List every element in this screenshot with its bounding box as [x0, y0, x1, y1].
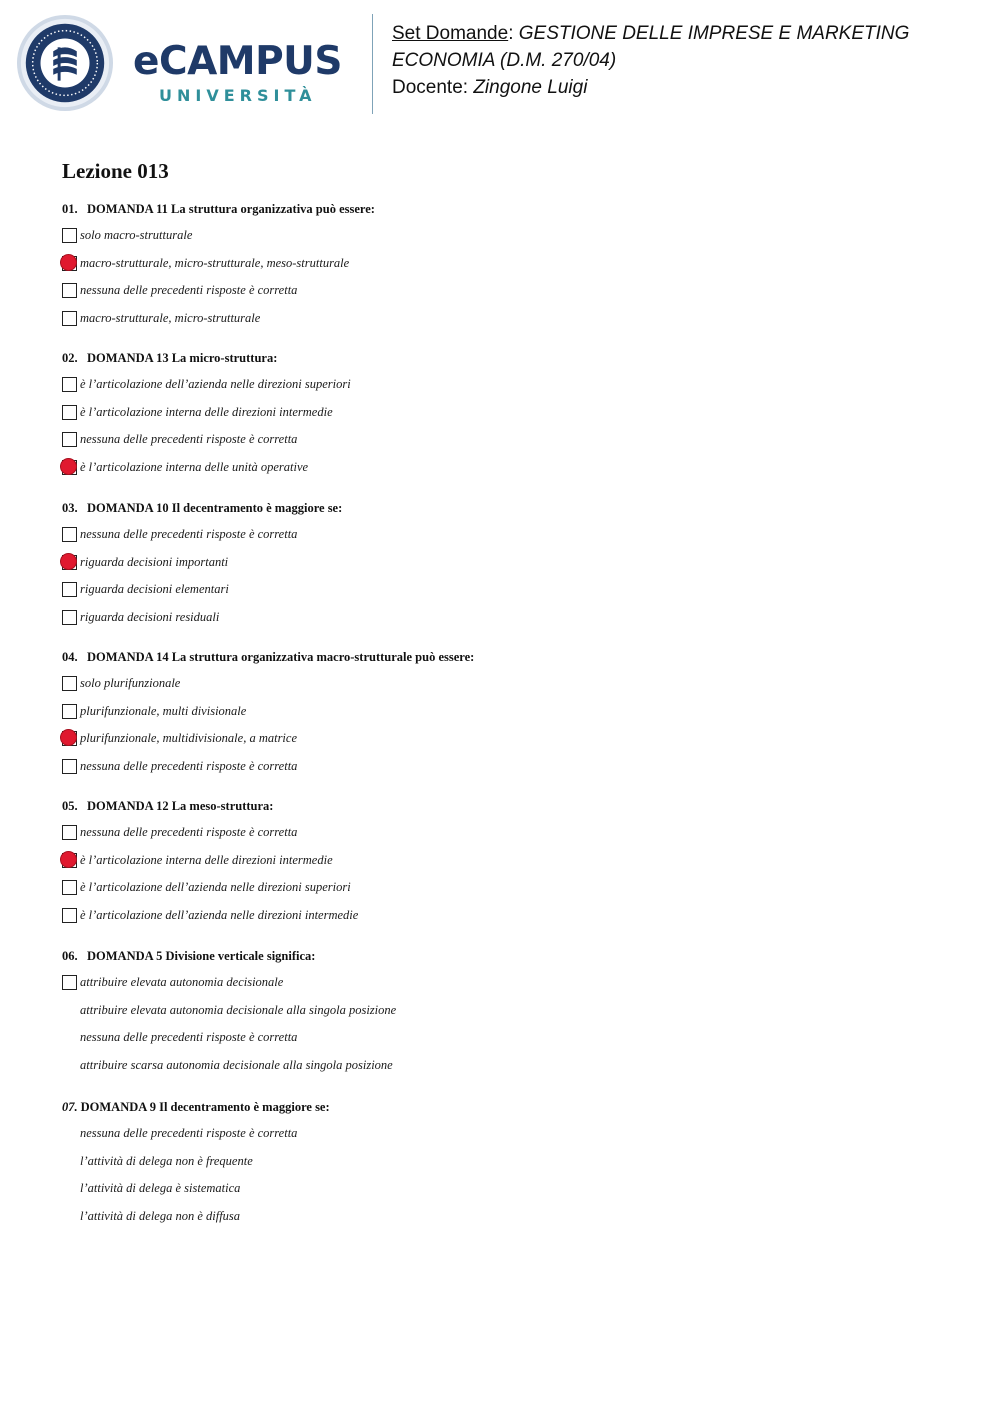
answer-option[interactable] — [62, 460, 962, 488]
answer-option[interactable] — [62, 1030, 962, 1058]
option-text: riguarda decisioni importanti — [80, 554, 229, 569]
answer-option[interactable] — [62, 676, 962, 704]
set-title: GESTIONE DELLE IMPRESE E MARKETING ECONOMIA (D.M. 270/04) — [392, 23, 910, 71]
question-number: 01. — [62, 202, 78, 216]
question-text: DOMANDA 12 La meso-struttura: — [87, 799, 274, 813]
answer-option[interactable] — [62, 853, 962, 881]
checkbox[interactable] — [62, 228, 77, 243]
option-text: attribuire elevata autonomia decisionale — [80, 975, 284, 989]
answer-option[interactable] — [62, 825, 962, 853]
option-text: attribuire scarsa autonomia decisionale alla singola posizione — [80, 1057, 393, 1072]
lesson-title: Lezione 013 — [62, 159, 169, 183]
answer-option[interactable] — [62, 1209, 962, 1237]
option-text: nessuna delle precedenti risposte è corretta — [80, 283, 298, 297]
answer-option[interactable] — [62, 759, 962, 787]
question-text: DOMANDA 11 La struttura organizzativa può essere: — [87, 202, 375, 216]
checkbox[interactable] — [62, 527, 77, 542]
question-number: 02. — [62, 351, 78, 365]
answer-option[interactable] — [62, 527, 962, 555]
question-number: 07. — [62, 1100, 78, 1114]
option-text: macro-strutturale, micro-strutturale — [80, 310, 261, 325]
page-header — [0, 0, 1000, 130]
question-number: 06. — [62, 949, 78, 963]
answer-option[interactable] — [62, 377, 962, 405]
answer-option[interactable] — [62, 1181, 962, 1209]
checkbox[interactable] — [62, 311, 77, 326]
option-text: macro-strutturale, micro-strutturale, meso-strutturale — [80, 255, 350, 270]
option-text: l’attività di delega non è diffusa — [80, 1208, 241, 1223]
question-title — [62, 499, 962, 517]
question-block — [62, 499, 962, 637]
answer-option[interactable] — [62, 1003, 962, 1031]
option-text: riguarda decisioni residuali — [80, 609, 220, 624]
question-block — [62, 200, 962, 338]
question-title — [62, 200, 962, 218]
checkbox[interactable] — [62, 283, 77, 298]
selected-answer-marker — [60, 553, 77, 570]
answer-option[interactable] — [62, 432, 962, 460]
answer-option[interactable] — [62, 908, 962, 936]
checkbox[interactable] — [62, 704, 77, 719]
question-title — [62, 947, 962, 965]
answer-option[interactable] — [62, 1154, 962, 1182]
teacher-name: Zingone Luigi — [473, 77, 588, 98]
answer-option[interactable] — [62, 256, 962, 284]
answer-option[interactable] — [62, 610, 962, 638]
question-text: DOMANDA 5 Divisione verticale significa: — [87, 949, 316, 963]
checkbox[interactable] — [62, 975, 77, 990]
logo-text: eCAMPUS — [133, 39, 342, 84]
selected-answer-marker — [60, 729, 77, 746]
option-text: è l’articolazione dell’azienda nelle direzioni superiori — [80, 880, 351, 894]
question-number: 03. — [62, 501, 78, 515]
question-text: DOMANDA 9 Il decentramento è maggiore se: — [80, 1100, 330, 1114]
option-text: nessuna delle precedenti risposte è corretta — [80, 432, 298, 446]
answer-option[interactable] — [62, 555, 962, 583]
selected-answer-marker — [60, 851, 77, 868]
option-text: solo plurifunzionale — [80, 676, 181, 690]
answer-option[interactable] — [62, 582, 962, 610]
option-text: attribuire elevata autonomia decisionale alla singola posizione — [80, 1002, 397, 1017]
set-label: Set Domande — [392, 23, 509, 44]
option-text: solo macro-strutturale — [80, 228, 193, 242]
option-text: l’attività di delega non è frequente — [80, 1153, 253, 1168]
question-title — [62, 648, 962, 666]
question-title — [62, 349, 962, 367]
option-text: riguarda decisioni elementari — [80, 582, 229, 596]
option-text: è l’articolazione dell’azienda nelle direzioni superiori — [80, 377, 351, 391]
teacher-label: Docente: — [392, 77, 474, 98]
checkbox[interactable] — [62, 432, 77, 447]
checkbox[interactable] — [62, 405, 77, 420]
option-text: è l’articolazione interna delle direzioni intermedie — [80, 404, 333, 419]
option-text: nessuna delle precedenti risposte è corretta — [80, 1126, 298, 1140]
question-block — [62, 947, 962, 1085]
answer-option[interactable] — [62, 1058, 962, 1086]
option-text: plurifunzionale, multidivisionale, a matrice — [80, 731, 297, 745]
option-text: è l’articolazione interna delle unità operative — [80, 459, 309, 474]
university-seal-logo — [16, 14, 114, 112]
option-text: è l’articolazione interna delle direzioni intermedie — [80, 852, 333, 867]
option-text: è l’articolazione dell’azienda nelle direzioni intermedie — [80, 907, 359, 922]
set-info — [392, 20, 972, 101]
checkbox[interactable] — [62, 610, 77, 625]
answer-option[interactable] — [62, 880, 962, 908]
option-text: nessuna delle precedenti risposte è corretta — [80, 825, 298, 839]
checkbox[interactable] — [62, 582, 77, 597]
question-text: DOMANDA 13 La micro-struttura: — [87, 351, 278, 365]
option-text: nessuna delle precedenti risposte è corretta — [80, 527, 298, 541]
answer-option[interactable] — [62, 704, 962, 732]
checkbox[interactable] — [62, 908, 77, 923]
header-divider — [372, 14, 373, 114]
answer-option[interactable] — [62, 405, 962, 433]
question-title — [62, 1098, 962, 1116]
checkbox[interactable] — [62, 825, 77, 840]
checkbox[interactable] — [62, 676, 77, 691]
question-number: 05. — [62, 799, 78, 813]
answer-option[interactable] — [62, 731, 962, 759]
selected-answer-marker — [60, 458, 77, 475]
question-block — [62, 648, 962, 786]
selected-answer-marker — [60, 254, 77, 271]
option-text: l’attività di delega è sistematica — [80, 1181, 241, 1195]
question-number: 04. — [62, 650, 78, 664]
question-block — [62, 349, 962, 487]
question-title — [62, 797, 962, 815]
question-text: DOMANDA 10 Il decentramento è maggiore se: — [87, 501, 343, 515]
checkbox[interactable] — [62, 759, 77, 774]
option-text: plurifunzionale, multi divisionale — [80, 703, 247, 718]
answer-option[interactable] — [62, 283, 962, 311]
question-block — [62, 797, 962, 935]
option-text: nessuna delle precedenti risposte è corretta — [80, 1030, 298, 1044]
set-colon: : — [508, 23, 519, 44]
answer-option[interactable] — [62, 228, 962, 256]
question-text: DOMANDA 14 La struttura organizzativa macro-strutturale può essere: — [87, 650, 475, 664]
answer-option[interactable] — [62, 311, 962, 339]
question-block — [62, 1098, 962, 1236]
logo-subtext: UNIVERSITÀ — [159, 86, 317, 105]
answer-option[interactable] — [62, 975, 962, 1003]
option-text: nessuna delle precedenti risposte è corretta — [80, 758, 298, 773]
checkbox[interactable] — [62, 377, 77, 392]
answer-option[interactable] — [62, 1126, 962, 1154]
ecampus-wordmark-logo — [133, 38, 358, 114]
checkbox[interactable] — [62, 880, 77, 895]
